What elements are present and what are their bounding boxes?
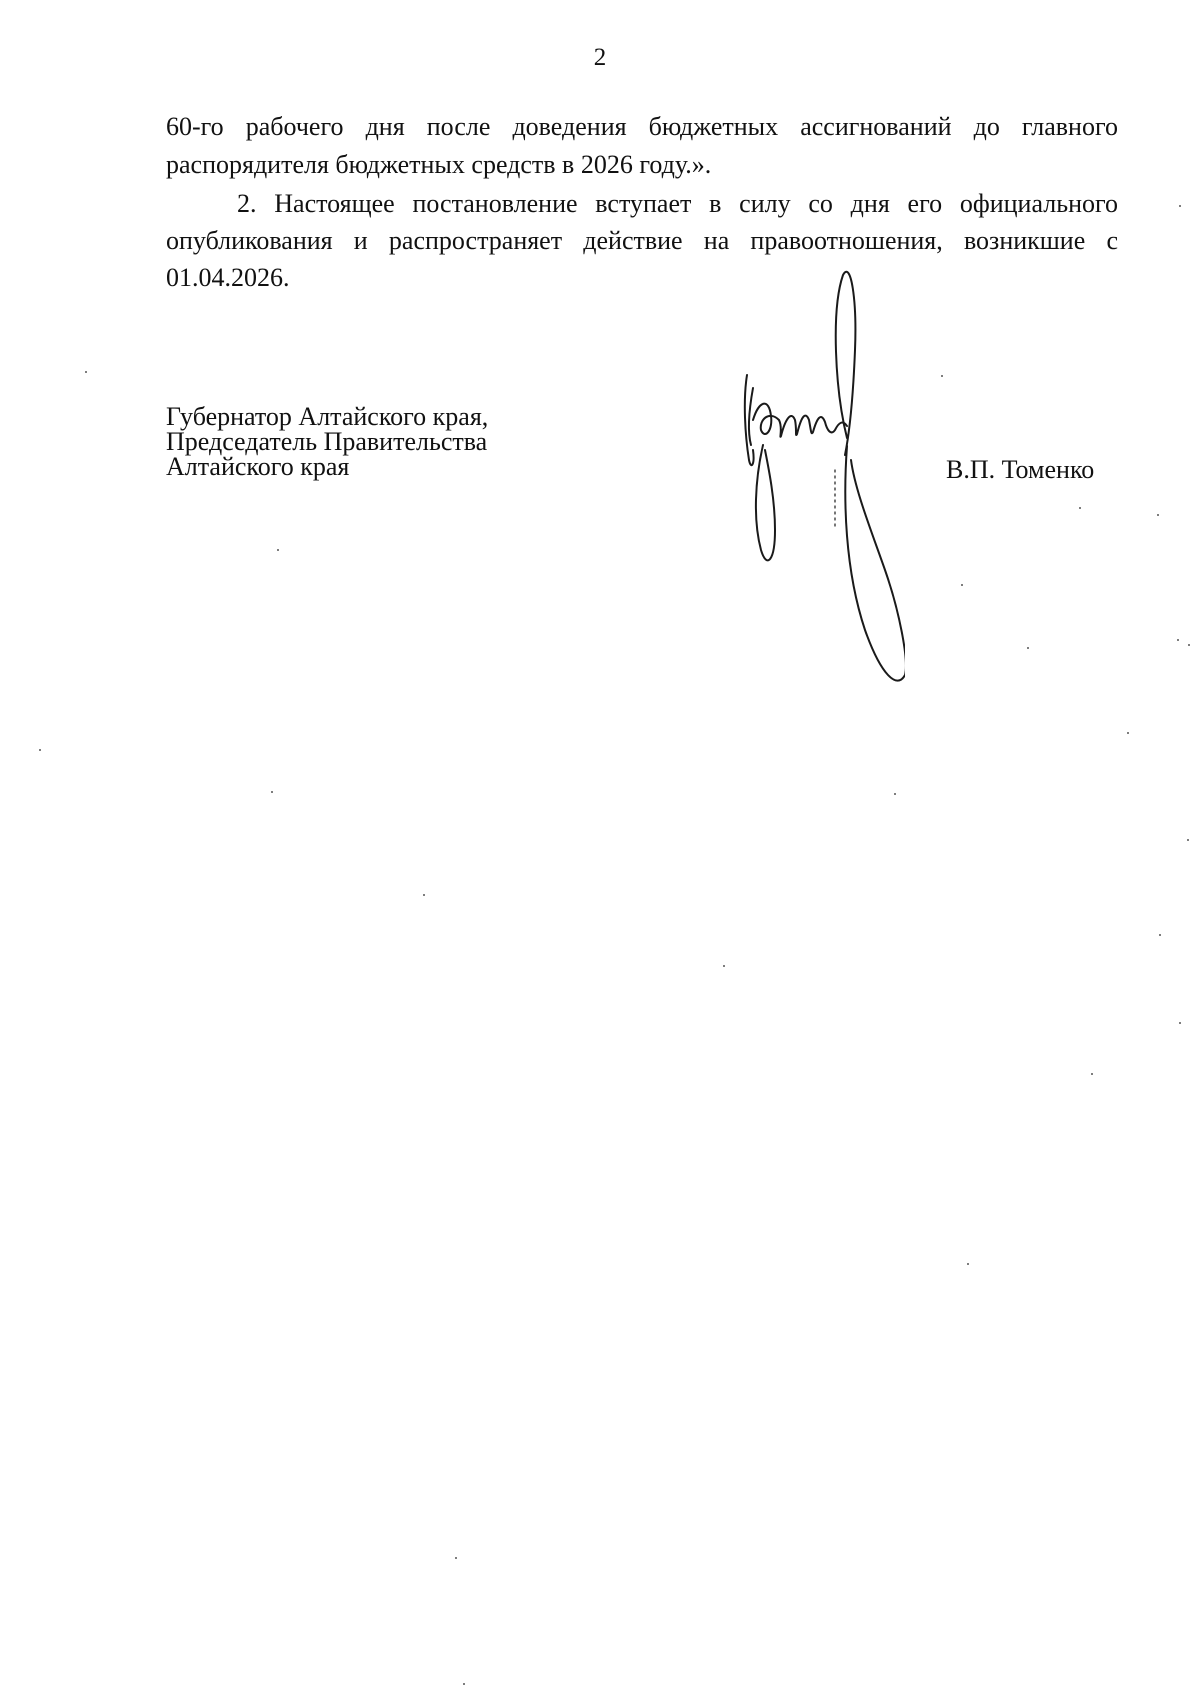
paragraph-2: 2. Настоящее постановление вступает в силу со дня его официального опубликования и распространяет действие на правоотношения, возникшие с 01.04.2026. — [166, 189, 1118, 292]
signer-position-line-2: Председатель Правительства — [166, 427, 488, 456]
page-number: 2 — [593, 44, 607, 71]
handwritten-signature — [735, 270, 905, 740]
signer-name: В.П. Томенко — [946, 455, 1095, 484]
signer-position — [166, 404, 488, 479]
paragraph-1-line-2: распорядителя бюджетных средств в 2026 году.». — [166, 150, 712, 179]
signer-position-line-3: Алтайского края — [166, 452, 350, 481]
paragraph-1-line-1: 60-го рабочего дня после доведения бюджетных ассигнований до главного — [166, 112, 1118, 141]
signer-position-line-1: Губернатор Алтайского края, — [166, 402, 489, 431]
